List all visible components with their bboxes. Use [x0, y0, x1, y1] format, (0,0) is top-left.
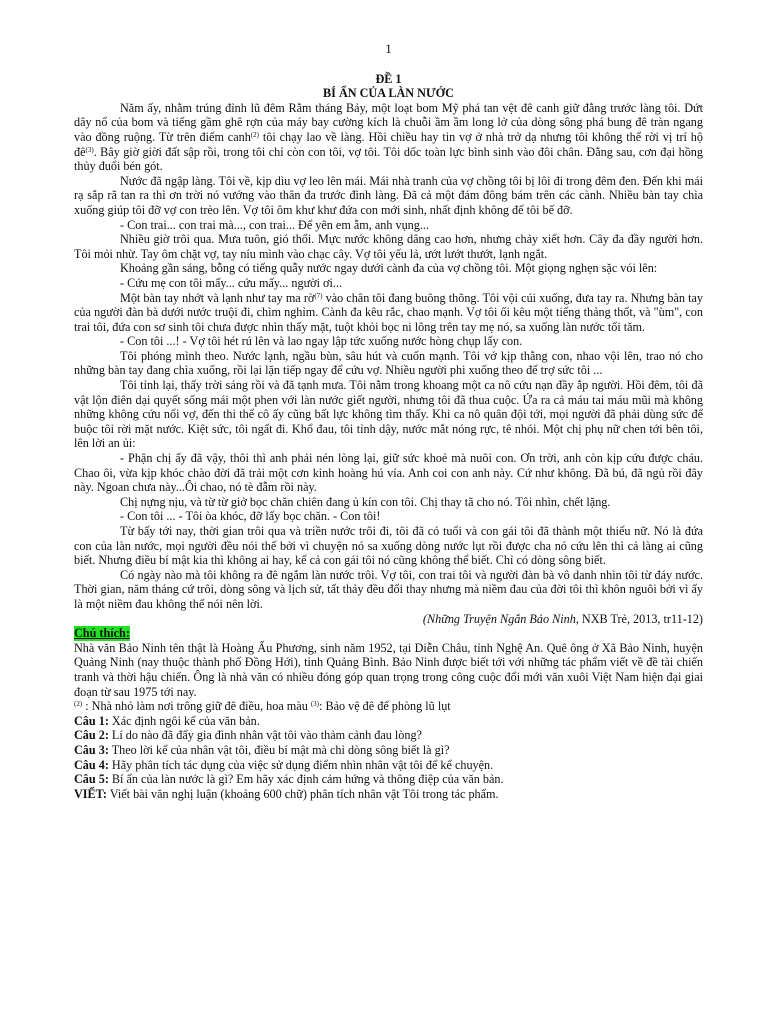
page-number: 1 [385, 41, 392, 56]
question-item: Câu 1: Xác định ngôi kể của văn bản. [74, 713, 260, 728]
glossary-note: $^{(2)}$ : Nhà nhỏ làm nơi trông giữ đê điều, hoa màu $^{(3)}$: Bảo vệ đê để phòng lũ lụt [74, 699, 451, 714]
question-item: Câu 5: Bí ẩn của làn nước là gì? Em hãy xác định cảm hứng và thông điệp của văn bản. [74, 772, 504, 787]
notes-heading-row [74, 626, 703, 641]
question-item: Câu 3: Theo lời kể của nhân vật tôi, điều bí mật mà chỉ dòng sông biết là gì? [74, 742, 450, 757]
question-item: Câu 2: Lí do nào đã đẩy gia đình nhân vật tôi vào thảm cảnh đau lòng? [74, 728, 422, 743]
dialogue-line: - Con trai... con trai mà..., con trai... Để yên em ẵm, anh vụng... [120, 217, 430, 232]
paragraph-5: Khoảng gần sáng, bỗng có tiếng quẫy nước ngay dưới cành đa của vợ chồng tôi. Một giọng nghẹn sặc vói lên: [120, 261, 658, 276]
dialogue-line: - Con tôi ...! - Vợ tôi hét rú lên và lao ngay lập tức xuống nước hòng chụp lấy con. [120, 334, 523, 349]
exam-title: ĐỀ 1 [375, 71, 402, 86]
dialogue-line: - Cứu mẹ con tôi mấy... cứu mấy... người ơi... [120, 275, 343, 290]
paragraph-12: Chị nựng nịu, và từ từ giở bọc chăn chiên đang ủ kín con tôi. Chị thay tã cho nó. Tôi nhìn, chết lặng. [120, 494, 611, 509]
paragraph-14: Từ bấy tới nay, thời gian trôi qua và triền nước trôi đi, tôi đã có tuổi và con gái tôi đã thành một thiếu nữ. Nó là đứa con của làn nước, mọi người đều nói thế bởi vì chuyện nó sa xuống dòng nước lụt rồi được cha nó cứu lên thì cả làng ai cũng biết. Nhưng điều bí mật kia thì không ai hay, kể cả con gái tôi nó cũng không thể biết. Chỉ có dòng sông biết. [74, 524, 703, 568]
notes-heading: Chú thích: [74, 626, 130, 641]
dialogue-line: - Con tôi ... - Tôi òa khóc, đỡ lấy bọc chăn. - Con tôi! [120, 509, 381, 524]
story-title: BÍ ẨN CỦA LÀN NƯỚC [323, 86, 454, 101]
paragraph-10: Tôi tỉnh lại, thấy trời sáng rồi và đã tạnh mưa. Tôi nằm trong khoang một ca nô cứu nạn đầy ắp người. Hồi đêm, tôi đã vật lộn điên dại quyết sống mái một phen với làn nước giết người, nhưng tôi đã thua cuộc. Ứa ra cả máu tai máu mũi mà không những không cứu nổi vợ, đến thi thể cô ấy cũng bất lực không tìm thấy. Khi ca nô quân đội tới, mọi người đã phải dùng sức để buộc tôi rời mặt nước. Kiệt sức, tôi ngất đi. Khổ đau, tôi tỉnh dậy, nước mắt nóng rực, tê nhói. Một chị phụ nữ chen tới bên tôi, lên lời an ủi: [74, 378, 703, 451]
document-page [74, 42, 703, 801]
paragraph-2: Nước đã ngập làng. Tôi về, kịp dìu vợ leo lên mái. Mái nhà tranh của vợ chồng tôi bị lôi đi trong đêm đen. Đến khi mái rạ sắp rã tan ra thì ơn trời nó vướng vào thân đa trước đình làng. Đã cả một đám đông bám trên các cành. Nhiều bàn tay chìa xuống giúp tôi đỡ vợ con trèo lên. Vợ tôi ôm khư khư đứa con mới sinh, nhất định không để tôi bế đỡ. [74, 173, 703, 217]
paragraph-1: Năm ấy, nhằm trúng đỉnh lũ đêm Rằm tháng Bảy, một loạt bom Mỹ phá tan vệt đê canh giữ đằng trước làng tôi. Dứt dây nổ của bom và tiếng gầm ghê rợn của máy bay cường kích là chuỗi ầm ầm long lở của dòng sông phá bung đê tràn ngang vào đồng ruộng. Từ trên điếm canh$^{(2)}$ tôi chạy lao về làng. Hồi chiều hay tin vợ ở nhà trở dạ nhưng tôi không thể rời vị trí hộ $đê^{(3)}$. Bây giờ giời đất sập rồi, trong tôi chỉ còn con tôi, vợ tôi. Tôi dốc toàn lực bình sinh vào đôi chân. Đằng sau, cơn đại hồng thủy đuổi bén gót. [74, 100, 703, 174]
paragraph-7: Một bàn tay nhớt và lạnh như tay ma rờ$^{(7)}$ vào chân tôi đang buông thõng. Tôi vội cúi xuống, đưa tay ra. Nhưng bàn tay của người đàn bà dưới nước truội đi, chìm nghỉm. Cành đa kêu rắc, chao mạnh. Vợ tôi ối kêu một tiếng thảng thốt, và "ùm", con trai tôi, đứa con sơ sinh tôi chưa được nhìn thấy mặt, tuột khỏi bọc ni lông trên tay mẹ nó, sa xuống làn nước tối tăm. [74, 290, 703, 334]
paragraph-9: Tôi phóng mình theo. Nước lạnh, ngầu bùn, sâu hút và cuốn mạnh. Tôi vớ kịp thằng con, nhao vội lên, trao nó cho những bàn tay đang chìa xuống, rồi lại lặn tiếp ngay để cứu vợ. Nhiều người phi xuống theo để trợ sức tôi ... [74, 348, 703, 378]
author-note: Nhà văn Bảo Ninh tên thật là Hoàng Ấu Phương, sinh năm 1952, tại Diễn Châu, tỉnh Nghệ An. Quê ông ở Xã Bảo Ninh, huyện Quảng Ninh (nay thuộc thành phố Đồng Hới), tỉnh Quảng Bình. Bảo Ninh được biết tới với những tác phẩm viết về đề tài chiến tranh và thời hậu chiến. Ông là nhà văn có nhiều đóng góp quan trọng trong công cuộc đổi mới văn xuôi Việt Nam hiện đại giai đoạn từ sau 1975 tới nay. [74, 640, 703, 699]
source-citation: (Những Truyện Ngắn Bảo Ninh, NXB Trẻ, 2013, tr11-12) [422, 611, 703, 626]
dialogue-line: - Phận chị ấy đã vậy, thôi thì anh phải nén lòng lại, giữ sức khoẻ mà nuôi con. Ơn trời, anh còn kịp cứu được cháu. Chao ôi, vừa kịp khóc chào đời đã trải một cơn kinh hoàng hú vía. Anh coi con anh này. Cứ như không. Đã bú, đã ngủ rồi đây này. Ngoan chưa này...Ôi chao, nó tè đẫm rồi này. [74, 451, 703, 495]
writing-task: VIẾT: Viết bài văn nghị luận (khoảng 600 chữ) phân tích nhân vật Tôi trong tác phẩm. [74, 786, 499, 801]
paragraph-15: Có ngày nào mà tôi không ra đê ngắm làn nước trôi. Vợ tôi, con trai tôi và người đàn bà vô danh nhìn tôi từ đáy nước. Thời gian, năm tháng cứ trôi, dòng sông và lịch sử, tất thảy đều đổi thay nhưng mà niềm đau của đời tôi thì khôn nguôi bởi vì ấy là một niềm đau không thể nói nên lời. [74, 567, 703, 611]
question-item: Câu 4: Hãy phân tích tác dụng của việc sử dụng điểm nhìn nhân vật tôi để kể chuyện. [74, 757, 494, 772]
paragraph-4: Nhiều giờ trôi qua. Mưa tuôn, gió thổi. Mực nước không dâng cao hơn, nhưng chảy xiết hơn. Cây đa đầy người hơn. Tôi mỏi nhừ. Tay ôm chặt vợ, tay níu mình vào chạc cây. Vợ tôi yếu lả, ướt lướt thướt, lạnh ngắt. [74, 232, 703, 261]
